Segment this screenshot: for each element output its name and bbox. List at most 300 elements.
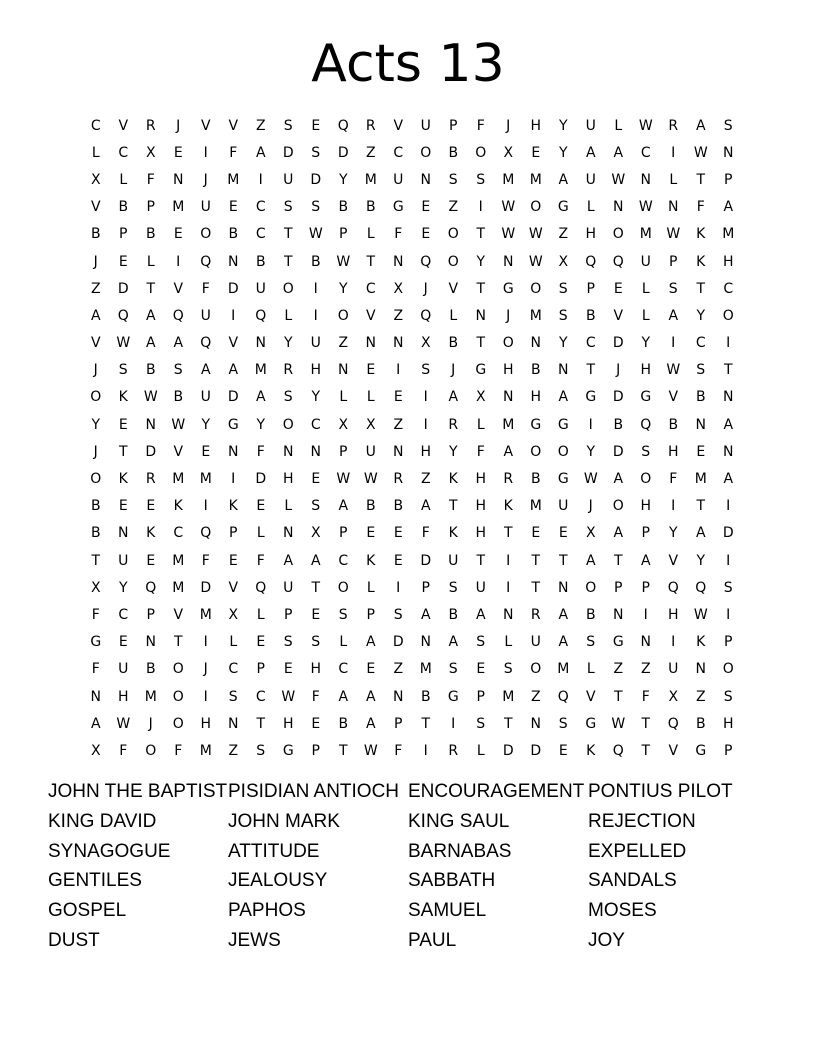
grid-letter: V [613,307,624,324]
grid-letter: U [558,498,569,515]
grid-letter: M [502,171,515,188]
grid-letter: I [726,498,731,515]
grid-letter: X [90,171,101,188]
word-list-item: BARNABAS [408,840,512,862]
grid-letter: M [502,688,515,705]
word-list-item: ENCOURAGEMENT [408,781,585,802]
grid-letter: I [726,335,731,352]
grid-letter: S [311,634,321,651]
grid-letter: L [504,634,513,651]
grid-letter: C [118,606,129,623]
grid-letter: Y [558,335,568,352]
grid-letter: U [283,579,294,596]
grid-letter: H [475,498,487,515]
grid-letter: H [530,117,542,134]
grid-letter: T [283,253,293,270]
grid-letter: F [201,552,210,569]
grid-letter: O [447,226,459,243]
grid-letter: G [585,715,597,732]
grid-letter: S [283,199,293,216]
grid-letter: P [614,579,623,596]
grid-letter: L [339,389,348,406]
grid-letter: D [392,634,404,651]
grid-letter: F [476,443,485,460]
grid-letter: A [338,498,349,515]
grid-letter: Y [448,443,458,460]
grid-letter: H [640,498,652,515]
grid-letter: I [671,144,676,161]
grid-letter: S [558,307,568,324]
grid-letter: N [145,416,156,433]
grid-letter: N [283,443,294,460]
grid-letter: M [502,416,515,433]
word-list-item: JOHN THE BAPTIST [48,781,228,802]
grid-letter: Y [558,144,568,161]
grid-letter: B [585,307,596,324]
grid-letter: O [722,307,734,324]
grid-letter: A [613,471,624,488]
grid-letter: A [668,307,679,324]
grid-letter: H [667,606,679,623]
grid-letter: O [502,335,514,352]
grid-letter: R [448,742,459,759]
grid-letter: W [528,253,543,270]
grid-letter: X [475,389,486,406]
grid-letter: U [530,634,541,651]
grid-letter: I [506,552,511,569]
grid-letter: R [503,471,514,488]
grid-letter: V [90,335,101,352]
word-list-item: GENTILES [48,870,142,892]
grid-letter: P [366,606,375,623]
grid-letter: W [666,226,681,243]
grid-letter: W [666,362,681,379]
grid-letter: S [503,661,513,678]
grid-letter: V [393,117,404,134]
grid-letter: D [282,144,294,161]
grid-letter: F [174,742,183,759]
grid-letter: P [229,525,238,542]
grid-letter: U [283,171,294,188]
grid-letter: B [338,715,349,732]
grid-letter: B [145,362,156,379]
grid-letter: K [503,498,513,515]
word-list-item: PAUL [408,929,457,951]
grid-letter: I [313,307,318,324]
grid-letter: S [668,280,678,297]
grid-row [82,221,742,248]
grid-letter: U [585,117,596,134]
grid-letter: I [588,416,593,433]
grid-letter: S [173,362,183,379]
grid-letter: Q [612,253,624,270]
grid-letter: E [311,715,321,732]
grid-letter: H [722,715,734,732]
grid-letter: M [529,171,542,188]
grid-row [82,384,742,411]
word-list-item: PONTIUS PILOT [588,781,733,802]
grid-letter: S [558,280,568,297]
grid-letter: A [420,498,431,515]
grid-letter: J [148,715,153,732]
grid-letter: U [475,579,486,596]
grid-letter: H [722,253,734,270]
grid-letter: T [283,226,293,243]
word-list-item: KING SAUL [408,810,510,832]
grid-letter: Z [365,144,376,161]
grid-letter: H [475,525,487,542]
grid-letter: U [393,171,404,188]
grid-row [82,574,742,601]
grid-letter: H [117,688,129,705]
grid-letter: Y [283,335,293,352]
grid-letter: D [530,742,542,759]
word-list-item: SANDALS [588,870,677,892]
grid-row [82,194,742,221]
grid-letter: E [228,199,238,216]
grid-letter: Y [201,416,211,433]
grid-letter: K [366,552,376,569]
grid-letter: L [614,117,623,134]
grid-letter: A [723,199,734,216]
grid-row [82,656,742,683]
grid-letter: D [227,280,239,297]
grid-letter: F [229,144,238,161]
grid-letter: E [146,552,156,569]
grid-letter: Q [695,579,707,596]
grid-letter: T [421,715,431,732]
grid-letter: O [530,199,542,216]
grid-letter: M [254,362,267,379]
grid-letter: F [201,280,210,297]
grid-letter: T [641,715,651,732]
grid-letter: E [118,634,128,651]
grid-letter: O [172,688,184,705]
grid-letter: A [283,552,294,569]
grid-row [82,710,742,737]
grid-letter: F [91,661,100,678]
grid-letter: B [145,226,156,243]
grid-letter: S [311,199,321,216]
grid-row [82,547,742,574]
word-list-item: GOSPEL [48,900,127,922]
grid-letter: A [365,715,376,732]
grid-letter: I [396,579,401,596]
grid-letter: J [588,498,593,515]
grid-letter: N [173,171,184,188]
grid-letter: L [476,742,485,759]
grid-letter: A [640,552,651,569]
grid-letter: O [172,715,184,732]
grid-letter: S [256,742,266,759]
grid-letter: I [423,416,428,433]
grid-letter: U [200,199,211,216]
word-list-item: JEWS [228,929,281,951]
word-list-item: PAPHOS [228,900,306,922]
grid-letter: T [723,362,733,379]
grid-letter: E [201,443,211,460]
grid-letter: A [365,688,376,705]
grid-letter: P [119,226,128,243]
grid-letter: N [668,199,679,216]
grid-letter: I [176,253,181,270]
grid-letter: O [612,498,624,515]
grid-letter: J [176,117,181,134]
grid-letter: W [638,117,653,134]
grid-letter: H [420,443,432,460]
grid-letter: S [283,634,293,651]
grid-letter: R [365,117,376,134]
grid-letter: E [476,661,486,678]
grid-row [82,411,742,438]
grid-row [82,601,742,628]
grid-letter: S [586,634,596,651]
grid-letter: N [723,389,734,406]
grid-letter: P [146,606,155,623]
grid-letter: E [283,661,293,678]
grid-letter: T [558,552,568,569]
grid-row [82,302,742,329]
grid-letter: O [530,280,542,297]
grid-letter: G [447,688,459,705]
grid-letter: H [310,661,322,678]
grid-letter: Q [420,253,432,270]
grid-letter: A [558,171,569,188]
grid-letter: T [146,280,156,297]
grid-letter: B [668,416,679,433]
grid-row [82,683,742,710]
grid-letter: U [200,307,211,324]
grid-letter: K [146,525,156,542]
grid-letter: Y [696,307,706,324]
grid-letter: B [448,606,459,623]
grid-letter: L [91,144,100,161]
grid-letter: P [669,253,678,270]
grid-letter: L [256,606,265,623]
grid-letter: I [258,171,263,188]
grid-letter: E [311,117,321,134]
grid-letter: O [337,307,349,324]
grid-letter: W [363,742,378,759]
grid-letter: C [228,661,239,678]
grid-row [82,493,742,520]
grid-letter: Q [255,307,267,324]
grid-letter: P [724,171,733,188]
grid-letter: Z [255,117,266,134]
grid-letter: A [558,606,569,623]
grid-letter: P [339,443,348,460]
grid-letter: N [365,335,376,352]
grid-letter: E [531,144,541,161]
grid-letter: U [255,280,266,297]
grid-letter: J [93,443,98,460]
grid-letter: W [116,335,131,352]
grid-letter: X [558,253,569,270]
grid-letter: Y [338,280,348,297]
grid-letter: S [696,362,706,379]
grid-letter: I [671,634,676,651]
grid-letter: P [724,742,733,759]
grid-letter: Q [557,688,569,705]
word-list-item: PISIDIAN ANTIOCH [228,781,400,802]
grid-letter: L [119,171,128,188]
grid-letter: B [173,389,184,406]
grid-letter: N [283,525,294,542]
grid-letter: N [255,335,266,352]
grid-letter: W [171,416,186,433]
grid-letter: U [118,661,129,678]
grid-letter: A [145,335,156,352]
grid-row [82,629,742,656]
grid-letter: P [641,579,650,596]
grid-letter: T [696,280,706,297]
grid-letter: A [420,606,431,623]
grid-letter: V [228,579,239,596]
grid-row [82,357,742,384]
grid-letter: C [393,144,404,161]
grid-letter: T [476,280,486,297]
grid-letter: Y [696,552,706,569]
grid-letter: O [447,253,459,270]
grid-letter: A [90,715,101,732]
grid-letter: P [449,117,458,134]
word-list-item: MOSES [588,900,657,922]
grid-letter: Q [640,416,652,433]
grid-letter: H [667,443,679,460]
grid-letter: E [173,144,183,161]
grid-letter: C [338,552,349,569]
grid-letter: N [393,688,404,705]
grid-letter: R [393,471,404,488]
grid-letter: I [203,144,208,161]
grid-letter: Q [667,715,679,732]
grid-letter: N [558,362,569,379]
grid-letter: S [723,579,733,596]
grid-letter: T [641,742,651,759]
grid-letter: C [585,335,596,352]
grid-letter: M [529,498,542,515]
grid-letter: M [199,742,212,759]
grid-letter: Q [145,579,157,596]
grid-letter: T [118,443,128,460]
word-list-item: KING DAVID [48,810,157,832]
grid-letter: N [695,416,706,433]
grid-letter: E [228,552,238,569]
grid-letter: N [228,443,239,460]
grid-letter: O [90,389,102,406]
grid-letter: N [530,715,541,732]
grid-letter: Y [558,117,568,134]
grid-letter: V [90,199,101,216]
grid-letter: M [557,661,570,678]
grid-letter: A [613,144,624,161]
grid-letter: S [476,715,486,732]
grid-letter: E [311,606,321,623]
grid-letter: Y [311,389,321,406]
word-search-grid [82,112,742,765]
grid-letter: F [256,552,265,569]
grid-letter: I [231,471,236,488]
grid-letter: V [228,117,239,134]
grid-letter: O [557,443,569,460]
grid-letter: N [145,634,156,651]
grid-letter: O [420,144,432,161]
grid-letter: I [203,498,208,515]
grid-letter: I [423,742,428,759]
grid-letter: B [90,226,101,243]
grid-letter: L [284,307,293,324]
grid-letter: X [90,579,101,596]
grid-letter: F [394,742,403,759]
grid-letter: O [475,144,487,161]
grid-letter: S [476,634,486,651]
grid-letter: M [419,661,432,678]
grid-letter: O [640,471,652,488]
grid-letter: P [476,688,485,705]
grid-letter: H [282,715,294,732]
page-title: Acts 13 [311,34,505,94]
grid-letter: L [284,498,293,515]
grid-letter: I [203,634,208,651]
grid-letter: S [448,171,458,188]
grid-row [82,520,742,547]
grid-letter: M [529,307,542,324]
grid-letter: Z [613,661,624,678]
grid-letter: X [310,525,321,542]
grid-letter: V [448,280,459,297]
grid-letter: F [256,443,265,460]
grid-letter: L [229,634,238,651]
grid-letter: N [393,335,404,352]
grid-letter: F [696,199,705,216]
word-list-item: REJECTION [588,810,696,832]
grid-letter: Z [530,688,541,705]
grid-letter: C [365,280,376,297]
grid-letter: U [585,171,596,188]
grid-letter: B [228,226,239,243]
grid-letter: L [366,579,375,596]
grid-letter: S [283,389,293,406]
grid-letter: L [339,634,348,651]
grid-letter: N [420,171,431,188]
grid-letter: V [585,688,596,705]
grid-letter: V [173,606,184,623]
grid-letter: R [448,416,459,433]
grid-letter: H [502,362,514,379]
grid-letter: M [364,171,377,188]
grid-letter: H [310,362,322,379]
grid-row [82,166,742,193]
grid-row [82,330,742,357]
grid-letter: E [558,742,568,759]
grid-letter: W [693,606,708,623]
grid-letter: O [172,661,184,678]
grid-letter: O [530,661,542,678]
grid-letter: B [118,199,129,216]
grid-letter: X [585,525,596,542]
grid-letter: A [228,362,239,379]
grid-letter: B [90,498,101,515]
grid-letter: D [227,389,239,406]
grid-letter: E [366,362,376,379]
grid-letter: S [448,579,458,596]
grid-letter: C [695,335,706,352]
grid-letter: E [613,280,623,297]
grid-letter: Y [338,171,348,188]
grid-letter: L [586,661,595,678]
grid-letter: Y [641,335,651,352]
grid-row [82,112,742,139]
